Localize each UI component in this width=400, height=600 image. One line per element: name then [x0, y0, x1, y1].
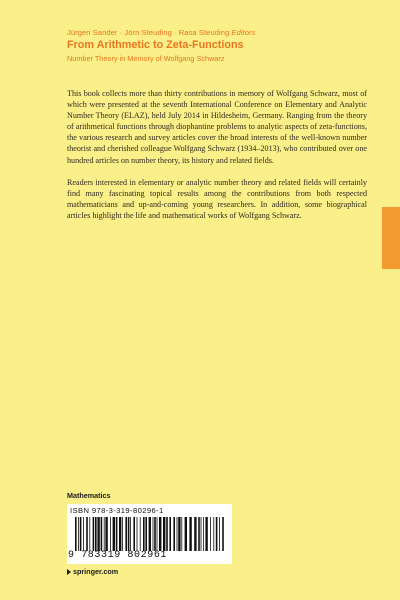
barcode-bar: [93, 517, 95, 551]
barcode-bar: [198, 517, 200, 551]
barcode-bar: [154, 517, 156, 551]
barcode: [67, 504, 232, 564]
barcode-bar: [173, 517, 175, 551]
website-text: springer.com: [73, 567, 119, 576]
barcode-bar: [78, 517, 79, 551]
barcode-bar: [89, 517, 90, 551]
blurb: [67, 88, 367, 232]
publisher-website[interactable]: [67, 567, 118, 576]
book-subtitle: Number Theory in Memory of Wolfgang Schwarz: [67, 54, 225, 63]
barcode-bar: [137, 517, 138, 551]
barcode-bar: [122, 517, 123, 551]
editors-line: [67, 28, 367, 37]
subject-label: Mathematics: [67, 491, 111, 500]
barcode-bar: [213, 517, 214, 551]
barcode-bar: [153, 517, 154, 551]
barcode-bar: [216, 517, 218, 551]
cover-header: [67, 28, 367, 63]
barcode-bar: [83, 517, 84, 551]
barcode-bar: [133, 517, 135, 551]
barcode-bar: [181, 517, 182, 551]
barcode-bar: [80, 517, 82, 551]
barcode-bar: [157, 517, 158, 551]
barcode-bars: [75, 517, 227, 551]
barcode-bar: [125, 517, 127, 551]
barcode-bar: [110, 517, 111, 551]
isbn-text: ISBN 978-3-319-80296-1: [70, 506, 164, 515]
blurb-paragraph-2: Readers interested in elementary or analytic number theory and related fields will certainly find many fascinating topical results among the contributions from both respected mathematicians and up-and-coming young researchers. In addition, some biographical articles highlight the life and mathematical works of Wolfgang Schwarz.: [67, 177, 367, 220]
barcode-bar: [130, 517, 131, 551]
barcode-bar: [177, 517, 178, 551]
barcode-bar: [104, 517, 105, 551]
barcode-bar: [194, 517, 196, 551]
barcode-bar: [105, 517, 107, 551]
barcode-bar: [128, 517, 130, 551]
barcode-bar: [203, 517, 204, 551]
barcode-bar: [166, 517, 168, 551]
editors-role: Editors: [231, 28, 256, 37]
barcode-bar: [113, 517, 115, 551]
book-title: From Arithmetic to Zeta-Functions: [67, 39, 244, 51]
barcode-bar: [101, 517, 103, 551]
barcode-bar: [75, 517, 77, 551]
arrow-right-icon: [67, 569, 71, 575]
barcode-bar: [222, 517, 224, 551]
barcode-digits: 9 783319 802961: [68, 550, 168, 561]
barcode-bar: [185, 517, 187, 551]
barcode-bar: [119, 517, 121, 551]
barcode-bar: [205, 517, 207, 551]
barcode-bar: [97, 517, 99, 551]
barcode-bar: [201, 517, 202, 551]
editors-names: Jürgen Sander · Jörn Steuding · Rasa Steuding: [67, 28, 230, 37]
barcode-bar: [86, 517, 88, 551]
blurb-paragraph-1: This book collects more than thirty contributions in memory of Wolfgang Schwarz, most of which were presented at the seventh International Conference on Elementary and Analytic Number Theory (ELAZ), held July 2014 in Hildesheim, Germany. Ranging from the theory of arithmetical functions through diophantine problems to analytic aspects of zeta-functions, the various research and survey articles cover the broad interests of the well-known number theorist and cherished colleague Wolfgang Schwarz (1934–2013), who contributed over one hundred articles on number theory, its history and related fields.: [67, 89, 367, 165]
barcode-bar: [219, 517, 220, 551]
barcode-bar: [140, 517, 141, 551]
barcode-bar: [210, 517, 211, 551]
barcode-bar: [178, 517, 180, 551]
barcode-bar: [149, 517, 151, 551]
color-tab: [382, 207, 400, 269]
barcode-bar: [116, 517, 118, 551]
barcode-bar: [169, 517, 171, 551]
barcode-bar: [189, 517, 191, 551]
barcode-bar: [159, 517, 161, 551]
barcode-bar: [143, 517, 145, 551]
barcode-bar: [163, 517, 165, 551]
barcode-bar: [145, 517, 147, 551]
barcode-bar: [95, 517, 97, 551]
